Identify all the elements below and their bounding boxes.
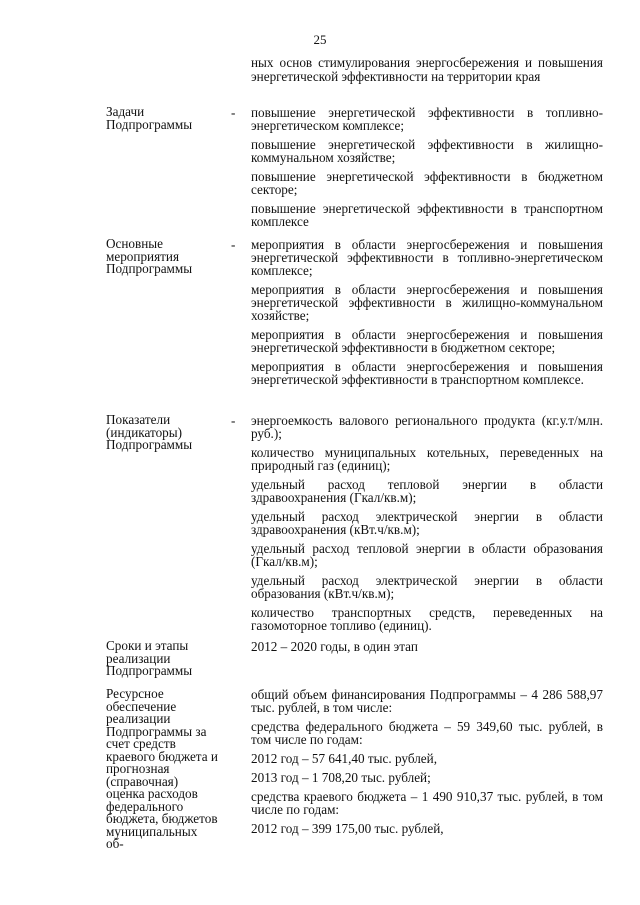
- list-item: удельный расход тепловой энергии в области образования (Гкал/кв.м);: [251, 541, 603, 569]
- section-label: Ресурсное обеспечение реализации Подпрограммы за счет средств краевого бюджета и прогнозная (справочная) оценка расходов федерального бюджета, бюджетов муниципальных об-: [106, 686, 218, 851]
- list-item: количество транспортных средств, переведенных на газомоторное топливо (единиц).: [251, 605, 603, 633]
- section-items: [251, 640, 603, 659]
- section-items: [251, 414, 603, 638]
- list-item: 2013 год – 1 708,20 тыс. рублей;: [251, 770, 431, 785]
- section-items: [251, 238, 603, 392]
- list-item: мероприятия в области энергосбережения и повышения энергетической эффективности в жилищно-коммунальном хозяйстве;: [251, 282, 603, 323]
- list-item: общий объем финансирования Подпрограммы – 4 286 588,97 тыс. рублей, в том числе:: [251, 687, 603, 715]
- list-item: мероприятия в области энергосбережения и повышения энергетической эффективности в топливно-энергетическом комплексе;: [251, 237, 603, 278]
- section-items: [251, 106, 603, 234]
- section-dash: -: [231, 237, 236, 252]
- list-item: 2012 год – 57 641,40 тыс. рублей,: [251, 751, 437, 766]
- list-item: удельный расход тепловой энергии в области здравоохранения (Гкал/кв.м);: [251, 477, 603, 505]
- intro-paragraph: ных основ стимулирования энергосбережения и повышения энергетической эффективности на территории края: [251, 55, 603, 84]
- section-dash: -: [231, 105, 236, 120]
- section-label: Основные мероприятия Подпрограммы: [106, 236, 193, 276]
- list-item: повышение энергетической эффективности в жилищно-коммунальном хозяйстве;: [251, 137, 603, 165]
- list-item: удельный расход электрической энергии в области образования (кВт.ч/кв.м);: [251, 573, 603, 601]
- list-item: 2012 – 2020 годы, в один этап: [251, 639, 418, 654]
- list-item: повышение энергетической эффективности в бюджетном секторе;: [251, 169, 603, 197]
- page-number: 25: [313, 32, 327, 47]
- section-label: Сроки и этапы реализации Подпрограммы: [106, 638, 193, 678]
- list-item: мероприятия в области энергосбережения и повышения энергетической эффективности в транспортном комплексе.: [251, 359, 603, 387]
- section-label: Показатели (индикаторы) Подпрограммы: [106, 412, 193, 452]
- section-items: [251, 688, 603, 841]
- list-item: количество муниципальных котельных, переведенных на природный газ (единиц);: [251, 445, 603, 473]
- list-item: повышение энергетической эффективности в транспортном комплексе: [251, 201, 603, 229]
- list-item: мероприятия в области энергосбережения и повышения энергетической эффективности в бюджетном секторе;: [251, 327, 603, 355]
- list-item: энергоемкость валового регионального продукта (кг.у.т/млн. руб.);: [251, 413, 603, 441]
- list-item: 2012 год – 399 175,00 тыс. рублей,: [251, 821, 444, 836]
- section-label: Задачи Подпрограммы: [106, 104, 193, 132]
- list-item: удельный расход электрической энергии в области здравоохранения (кВт.ч/кв.м);: [251, 509, 603, 537]
- list-item: средства федерального бюджета – 59 349,60 тыс. рублей, в том числе по годам:: [251, 719, 603, 747]
- section-dash: -: [231, 413, 236, 428]
- list-item: средства краевого бюджета – 1 490 910,37 тыс. рублей, в том числе по годам:: [251, 789, 603, 817]
- list-item: повышение энергетической эффективности в топливно-энергетическом комплексе;: [251, 105, 603, 133]
